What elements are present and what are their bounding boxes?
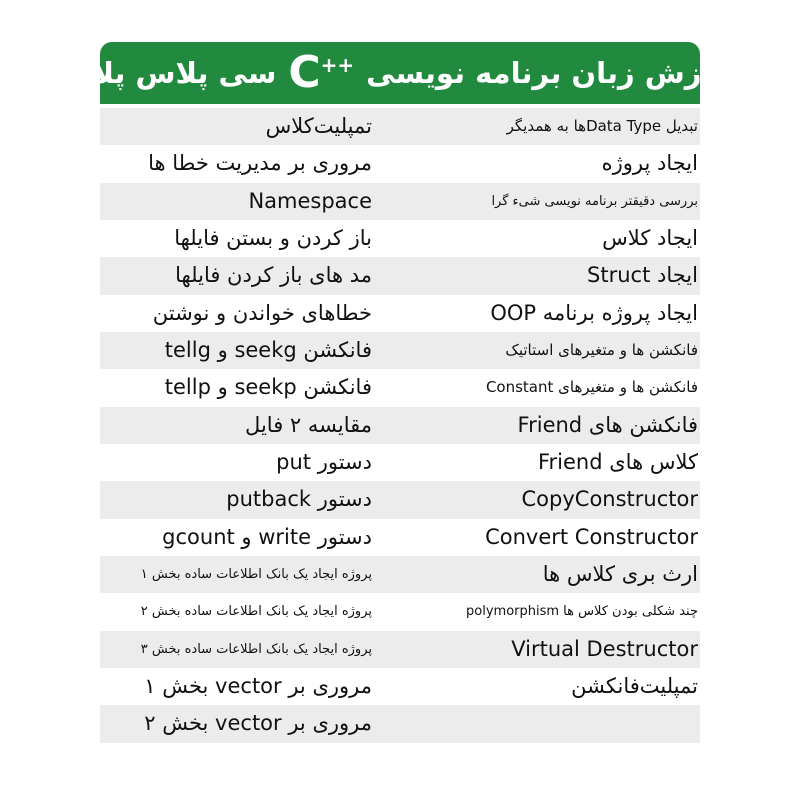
title-banner: [52, 42, 748, 104]
topic-right-column: تبدیل Data Typeها به همدیگر: [506, 117, 698, 136]
topic-row: [100, 369, 700, 406]
topic-right-column: ارث بری کلاس ها: [542, 562, 698, 587]
topic-left-column: Namespace: [248, 188, 372, 213]
topic-row: [100, 743, 700, 780]
topic-left-column: مد های باز کردن فایلها: [175, 263, 372, 288]
cpp-letter: C: [288, 47, 321, 98]
topic-row: [100, 257, 700, 294]
cpp-logo: [288, 47, 355, 98]
topic-left-column: مروری بر مدیریت خطا ها: [148, 151, 372, 176]
topic-right-column: ایجاد پروژه: [601, 151, 698, 176]
topic-left-column: فانکشن seekg و tellg: [164, 338, 372, 363]
topic-row: [100, 220, 700, 257]
topic-right-column: کلاس های Friend: [537, 450, 698, 475]
topic-right-column: Convert Constructor: [485, 524, 698, 549]
topic-row: [100, 593, 700, 630]
topic-left-column: دستور write و gcount: [162, 524, 372, 549]
topic-right-column: ایجاد Struct: [587, 263, 698, 288]
topic-right-column: CopyConstructor: [521, 487, 698, 512]
title-main: آموزش زبان برنامه نویسی: [366, 56, 748, 90]
topic-row: [100, 295, 700, 332]
topic-row: [100, 481, 700, 518]
topic-row: [100, 145, 700, 182]
topic-left-column: پروژه ایجاد یک بانک اطلاعات ساده بخش ۱: [140, 567, 372, 583]
title-persian-name: سی پلاس پلاس: [52, 56, 277, 90]
topic-left-column: پروژه ایجاد یک بانک اطلاعات ساده بخش ۲: [140, 604, 372, 620]
topic-left-column: مروری بر vector بخش ۱: [144, 674, 372, 699]
topic-right-column: ایجاد پروژه برنامه OOP: [490, 300, 698, 325]
topic-row: [100, 108, 700, 145]
topic-left-column: مقایسه ۲ فایل: [245, 412, 372, 437]
topic-row: [100, 519, 700, 556]
topic-right-column: فانکشن ها و متغیرهای Constant: [485, 378, 698, 397]
topic-row: [100, 556, 700, 593]
topic-left-column: دستور put: [276, 450, 372, 475]
topic-left-column: پروژه ایجاد یک بانک اطلاعات ساده بخش ۳: [140, 641, 372, 657]
topic-row: [100, 444, 700, 481]
topic-left-column: مروری بر vector بخش ۲: [144, 711, 372, 736]
topic-right-column: فانکشن ها و متغیرهای استاتیک: [505, 341, 698, 360]
topic-right-column: فانکشن های Friend: [517, 412, 698, 437]
topic-row: [100, 631, 700, 668]
topic-right-column: بررسی دقیقتر برنامه نویسی شیء گرا: [491, 193, 698, 209]
topic-right-column: Virtual Destructor: [511, 636, 698, 661]
topic-row: [100, 705, 700, 742]
topic-row: [100, 183, 700, 220]
topic-right-column: ایجاد کلاس: [602, 226, 698, 251]
topic-left-column: دستور putback: [226, 487, 372, 512]
topics-table: [100, 108, 700, 780]
topic-left-column: خطاهای خواندن و نوشتن: [152, 300, 372, 325]
topic-left-column: فانکشن seekp و tellp: [164, 375, 372, 400]
topic-left-column: تمپلیت‌کلاس: [265, 114, 372, 139]
topic-row: [100, 332, 700, 369]
topic-right-column: چند شکلی بودن کلاس ها polymorphism: [466, 604, 698, 620]
topic-left-column: باز کردن و بستن فایلها: [174, 226, 372, 251]
topic-right-column: تمپلیت‌فانکشن: [571, 674, 698, 699]
topic-row: [100, 668, 700, 705]
topic-row: [100, 407, 700, 444]
cpp-plus: ++: [320, 53, 355, 77]
